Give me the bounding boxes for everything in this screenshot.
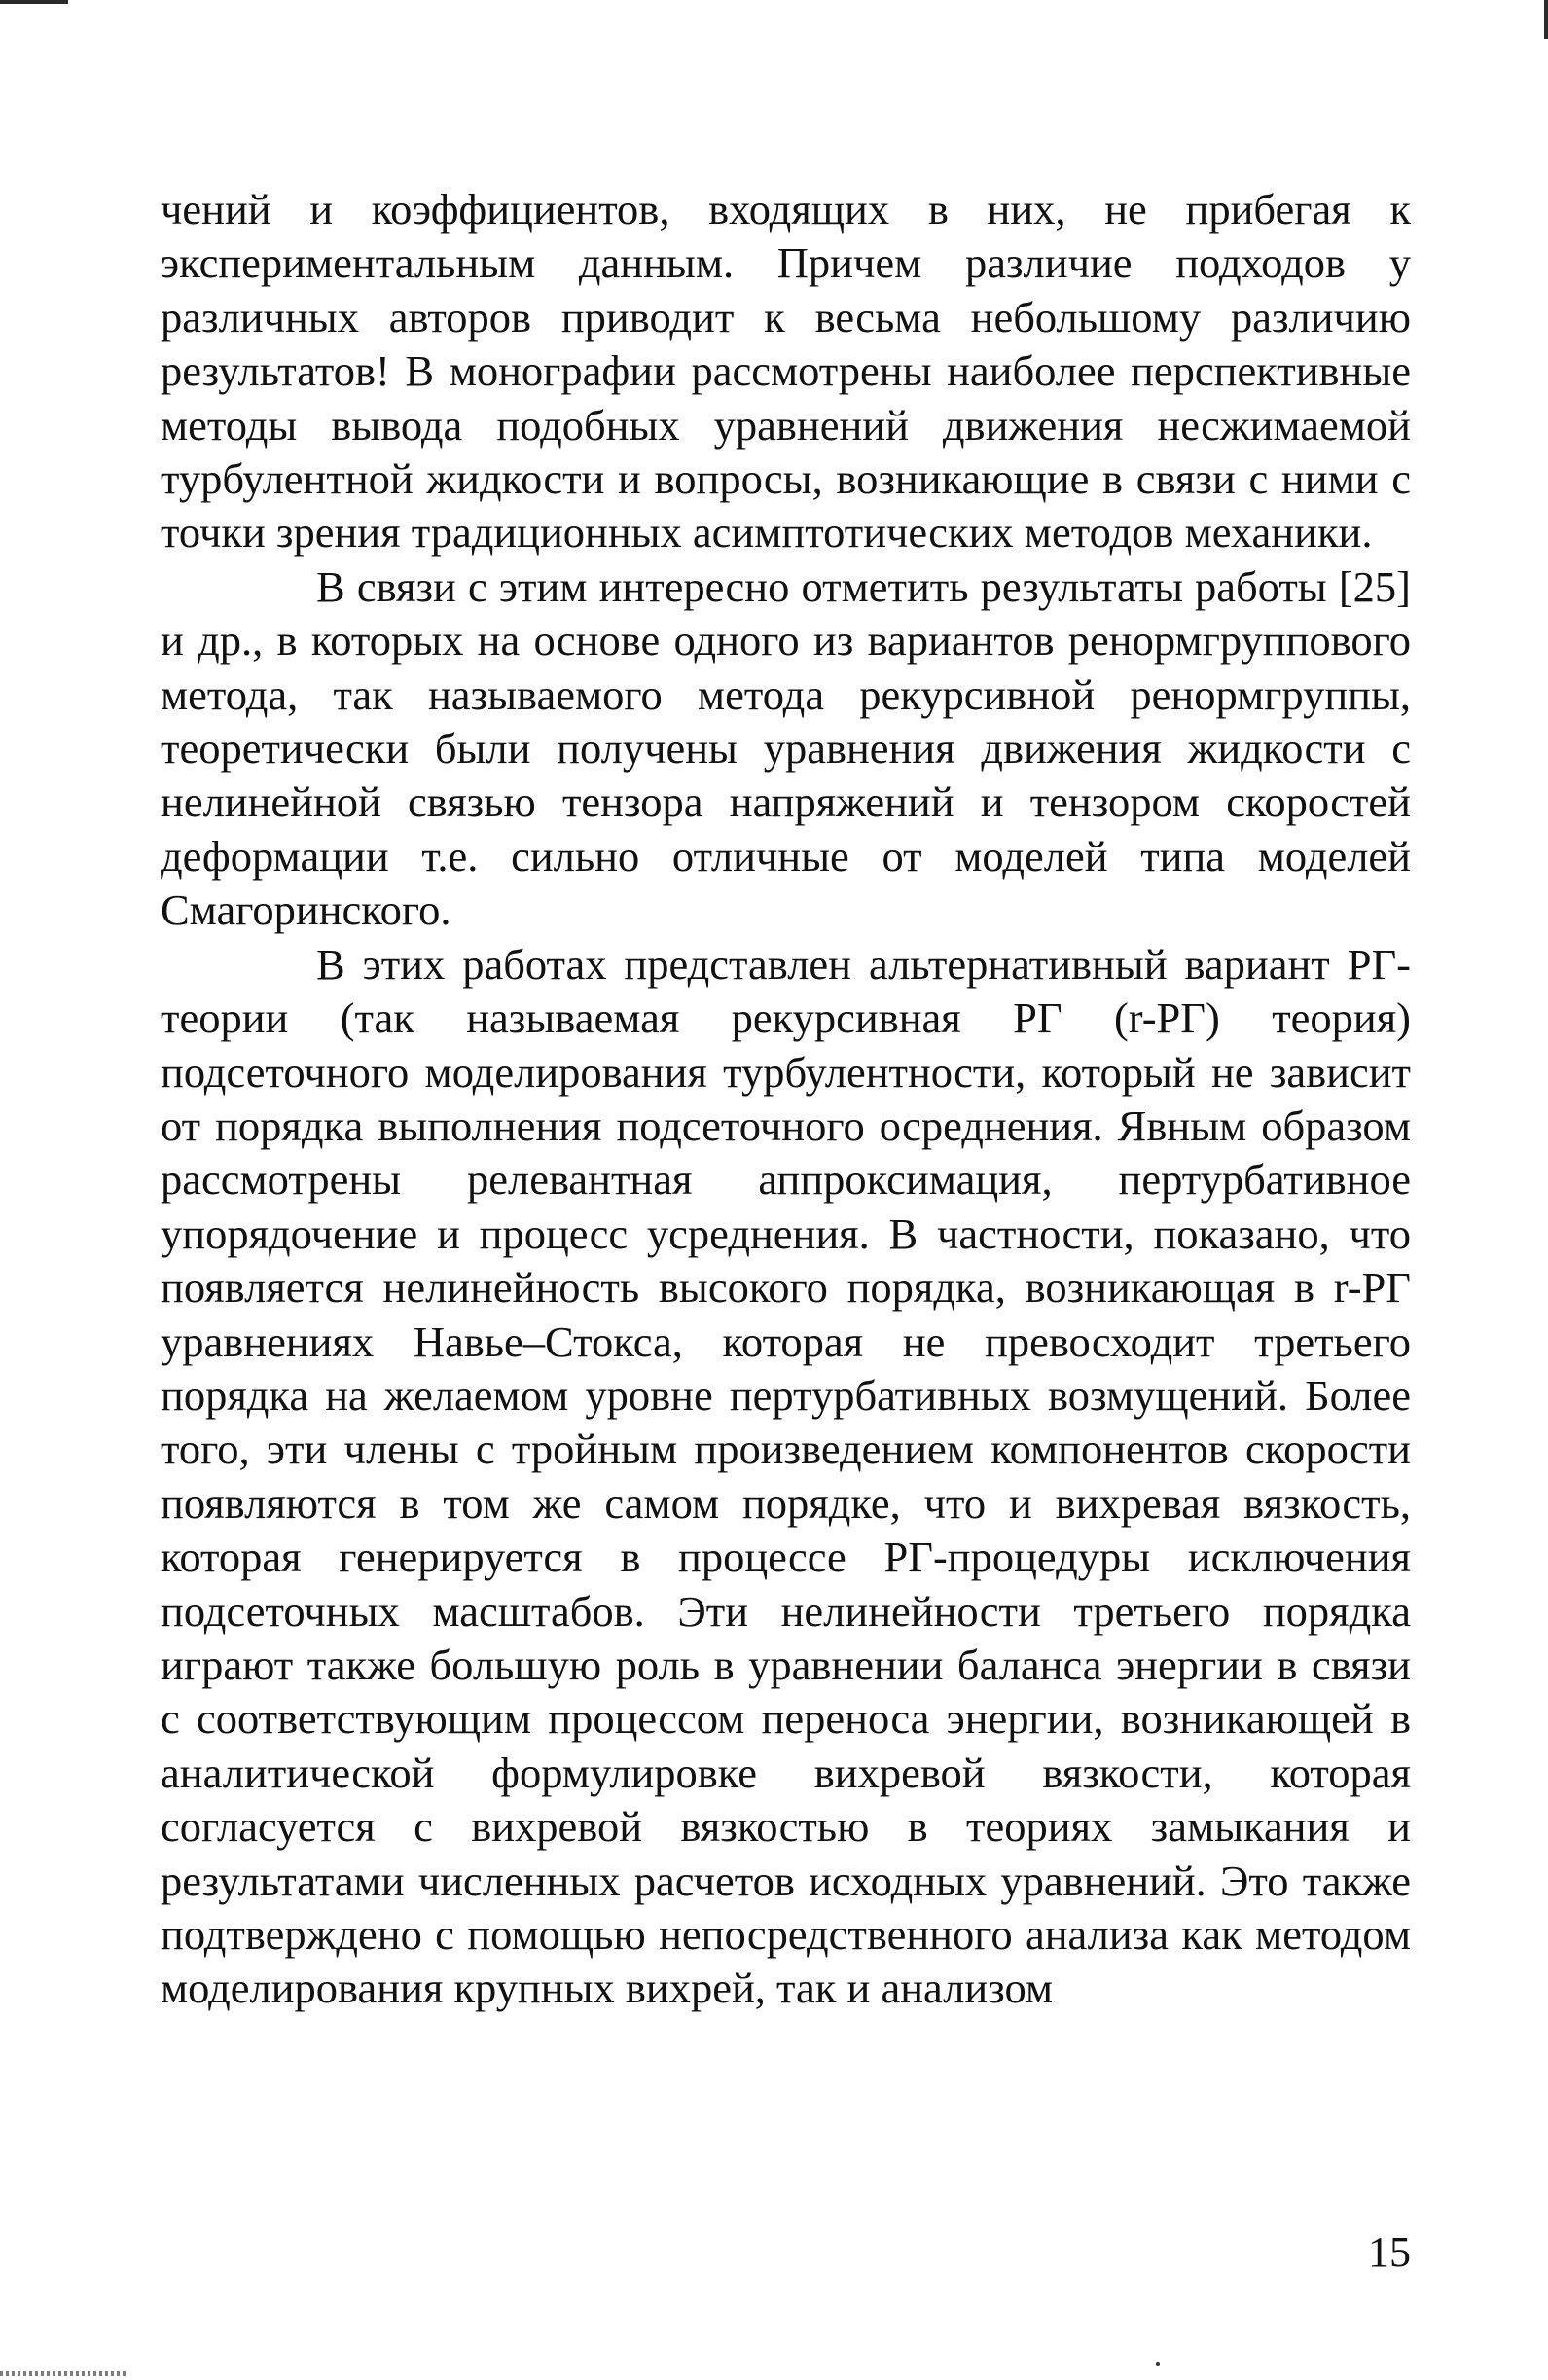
paragraph: чений и коэффициентов, входящих в них, не прибегая к экспериментальным данным. Причем различие подходов у различных авторов приводит к весьма небольшому различию результатов! В монографии рассмотрены наиболее перспективные методы вывода подобных уравнений движения несжимаемой турбулентной жидкости и вопросы, возникающие в связи с ними с точки зрения традиционных асимптотических методов механики. [161, 185, 1411, 558]
scan-edge-mark [0, 2371, 126, 2376]
scan-edge-mark [0, 0, 68, 4]
body-text [161, 183, 1411, 2016]
paragraph: В этих работах представлен альтернативный вариант РГ-теории (так называемая рекурсивная РГ (r-РГ) теория) подсеточного моделирования турбулентности, который не зависит от порядка выполнения подсеточного осреднения. Явным образом рассмотрены релевантная аппроксимация, пертурбативное упорядочение и процесс усреднения. В частности, показано, что появляется нелинейность высокого порядка, возникающая в r-РГ уравнениях Навье–Стокса, которая не превосходит третьего порядка на желаемом уровне пертурбативных возмущений. Более того, эти члены с тройным произведением компонентов скорости появляются в том же самом порядке, что и вихревая вязкость, которая генерируется в процессе РГ-процедуры исключения подсеточных масштабов. Эти нелинейности третьего порядка играют также большую роль в уравнении баланса энергии в связи с соответствующим процессом переноса энергии, возникающей в аналитической формулировке вихревой вязкости, которая согласуется с вихревой вязкостью в теориях замыкания и результатами численных расчетов исходных уравнений. Это также подтверждено с помощью непосредственного анализа как методом моделирования крупных вихрей, так и анализом [161, 939, 1411, 2013]
page-number: 15 [1368, 2228, 1411, 2276]
scan-speck [1156, 2362, 1160, 2366]
scan-edge-mark [1544, 0, 1548, 39]
paragraph: В связи с этим интересно отметить результаты работы [25] и др., в которых на основе одного из вариантов ренормгруппового метода, так называемого метода рекурсивной ренормгруппы, теоретически были получены уравнения движения жидкости с нелинейной связью тензора напряжений и тензором скоростей деформации т.е. сильно отличные от моделей типа моделей Смагоринского. [161, 561, 1411, 935]
